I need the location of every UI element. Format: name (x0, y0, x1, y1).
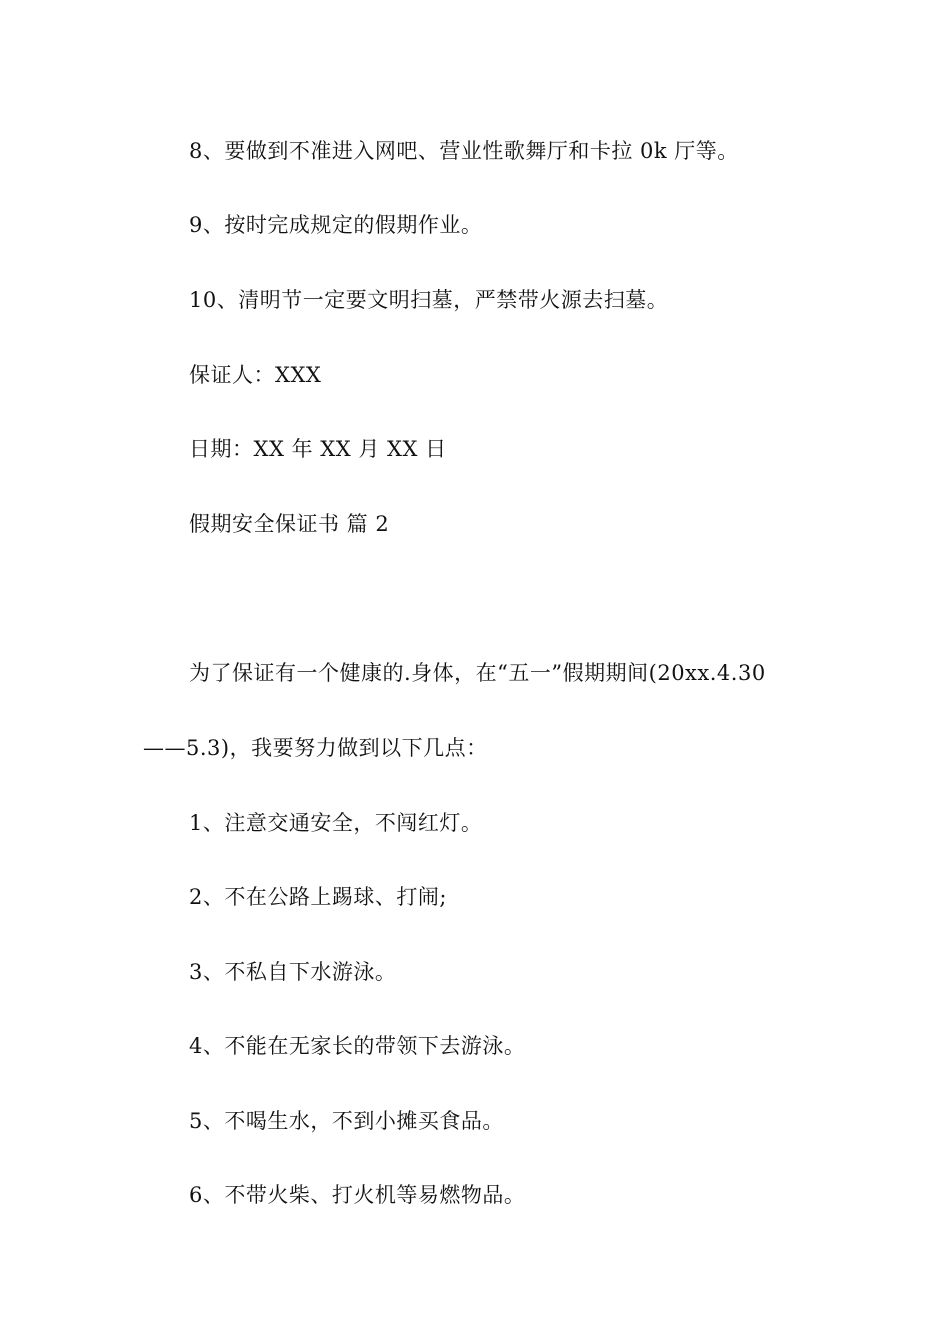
rule-item-4: 4、不能在无家长的带领下去游泳。 (189, 1034, 526, 1058)
rule-item-1: 1、注意交通安全，不闯红灯。 (189, 811, 483, 835)
section-title: 假期安全保证书 篇 2 (189, 512, 390, 536)
date-line: 日期：XX 年 XX 月 XX 日 (189, 437, 447, 461)
rule-item-10: 10、清明节一定要文明扫墓，严禁带火源去扫墓。 (189, 288, 669, 312)
intro-paragraph-continuation: ——5.3)，我要努力做到以下几点： (143, 736, 488, 760)
rule-item-3: 3、不私自下水游泳。 (189, 960, 397, 984)
guarantor-line: 保证人：XXX (189, 363, 322, 387)
rule-item-6: 6、不带火柴、打火机等易燃物品。 (189, 1183, 526, 1207)
rule-item-9: 9、按时完成规定的假期作业。 (189, 213, 483, 237)
rule-item-2: 2、不在公路上踢球、打闹; (189, 885, 447, 909)
rule-item-8: 8、要做到不准进入网吧、营业性歌舞厅和卡拉 0k 厅等。 (189, 139, 739, 163)
intro-paragraph: 为了保证有一个健康的.身体，在“五一”假期期间(20xx.4.30 (189, 661, 766, 685)
rule-item-5: 5、不喝生水，不到小摊买食品。 (189, 1109, 504, 1133)
